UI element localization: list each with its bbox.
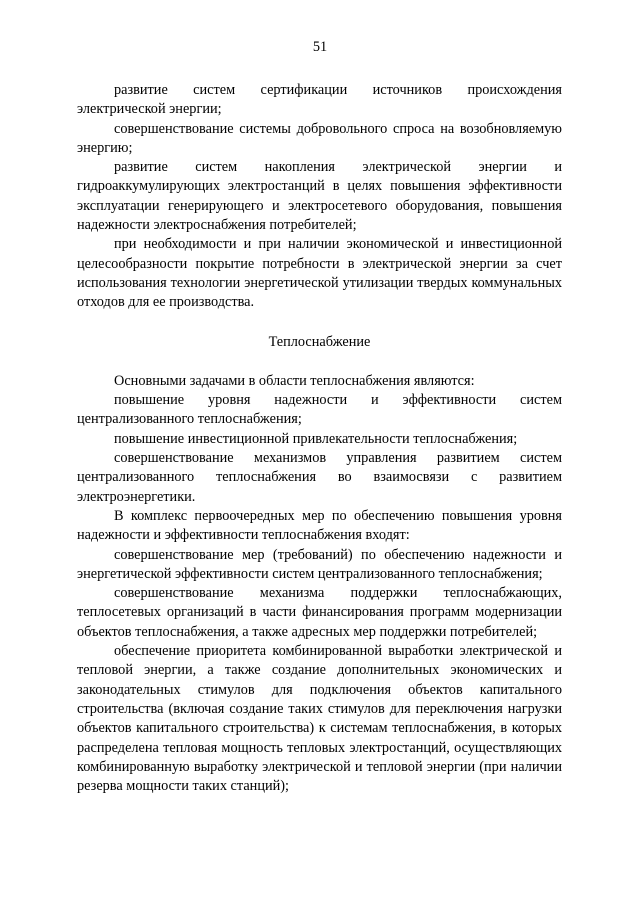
- paragraph: повышение инвестиционной привлекательности теплоснабжения;: [114, 430, 518, 447]
- document-body: [77, 81, 562, 796]
- paragraph: В комплекс первоочередных мер по обеспечению повышения уровня надежности и эффективности теплоснабжения входят:: [77, 507, 562, 544]
- paragraph: совершенствование системы добровольного спроса на возобновляемую энергию;: [77, 120, 562, 156]
- paragraph: обеспечение приоритета комбинированной выработки электрической и тепловой энергии, а также создание дополнительных экономических и законодательных стимулов для подключения объектов капитального строительства (включая создание таких стимулов для переключения нагрузки объектов капитального строительства) к системам теплоснабжения, в которых распределена тепловая мощность тепловых электростанций, осуществляющих комбинированную выработку электрической и тепловой энергии (при наличии резерва мощности таких станций);: [77, 643, 562, 795]
- paragraph: при необходимости и при наличии экономической и инвестиционной целесообразности покрытие потребности в электрической энергии за счет использования технологии энергетической утилизации твердых коммунальных отходов для ее производства.: [77, 236, 562, 311]
- page-number: 51: [312, 39, 328, 55]
- paragraph: Основными задачами в области теплоснабжения являются:: [114, 372, 475, 389]
- paragraph: совершенствование мер (требований) по обеспечению надежности и энергетической эффективности систем централизованного теплоснабжения;: [77, 546, 562, 582]
- paragraph: совершенствование механизмов управления развитием систем централизованного теплоснабжения во взаимосвязи с развитием электроэнергетики.: [77, 450, 562, 505]
- section-heading: Теплоснабжение: [268, 333, 371, 350]
- paragraph: развитие систем сертификации источников происхождения электрической энергии;: [77, 82, 562, 118]
- paragraph: развитие систем накопления электрической энергии и гидроаккумулирующих электростанций в целях повышения эффективности эксплуатации генерирующего и электросетевого оборудования, повышения надежности электроснабжения потребителей;: [77, 159, 562, 234]
- paragraph: совершенствование механизма поддержки теплоснабжающих, теплосетевых организаций в части финансирования программ модернизации объектов теплоснабжения, а также адресных мер поддержки потребителей;: [77, 585, 562, 640]
- paragraph: повышение уровня надежности и эффективности систем централизованного теплоснабжения;: [77, 392, 562, 428]
